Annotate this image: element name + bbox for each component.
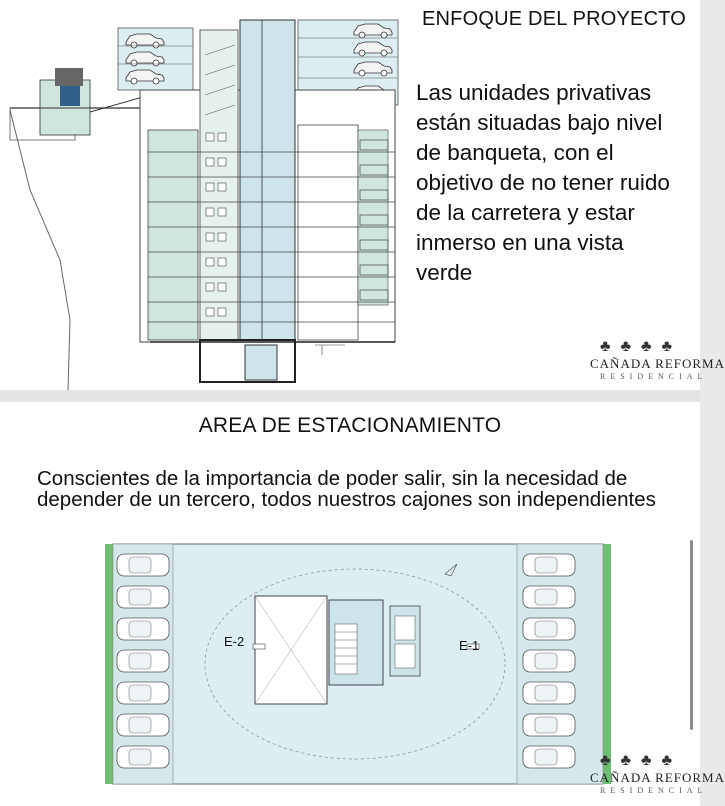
brand-subtitle: RESIDENCIAL — [600, 786, 708, 795]
section-body-text: Conscientes de la importancia de poder salir, sin la necesidad de depender de un tercero, todos nuestros cajones son independientes — [37, 467, 656, 511]
brand-name: CAÑADA REFORMA — [590, 356, 725, 371]
section-title: ENFOQUE DEL PROYECTO — [422, 8, 687, 30]
brand-logo — [590, 752, 725, 795]
section-body-text: Las unidades privativas están situadas bajo nivel de banqueta, con el objetivo de no tener ruido de la carretera y estar inmerso en una vista verde — [416, 80, 670, 285]
building-section-drawing — [0, 0, 405, 390]
parking-label-e2: E-2 — [224, 634, 245, 649]
brand-subtitle: RESIDENCIAL — [600, 372, 708, 381]
slide-separator — [0, 390, 700, 402]
tree-logo-icon: ♣♣♣♣ — [600, 338, 682, 355]
tree-logo-icon: ♣♣♣♣ — [600, 752, 682, 769]
brand-logo — [590, 338, 725, 381]
section-title: AREA DE ESTACIONAMIENTO — [198, 414, 502, 437]
slide-parking-area — [0, 402, 725, 806]
scrollbar[interactable] — [690, 540, 693, 730]
brand-name: CAÑADA REFORMA — [590, 770, 725, 785]
parking-floor-plan — [105, 544, 665, 806]
slide-project-approach — [0, 0, 725, 390]
parking-label-e1: E-1 — [459, 638, 480, 653]
